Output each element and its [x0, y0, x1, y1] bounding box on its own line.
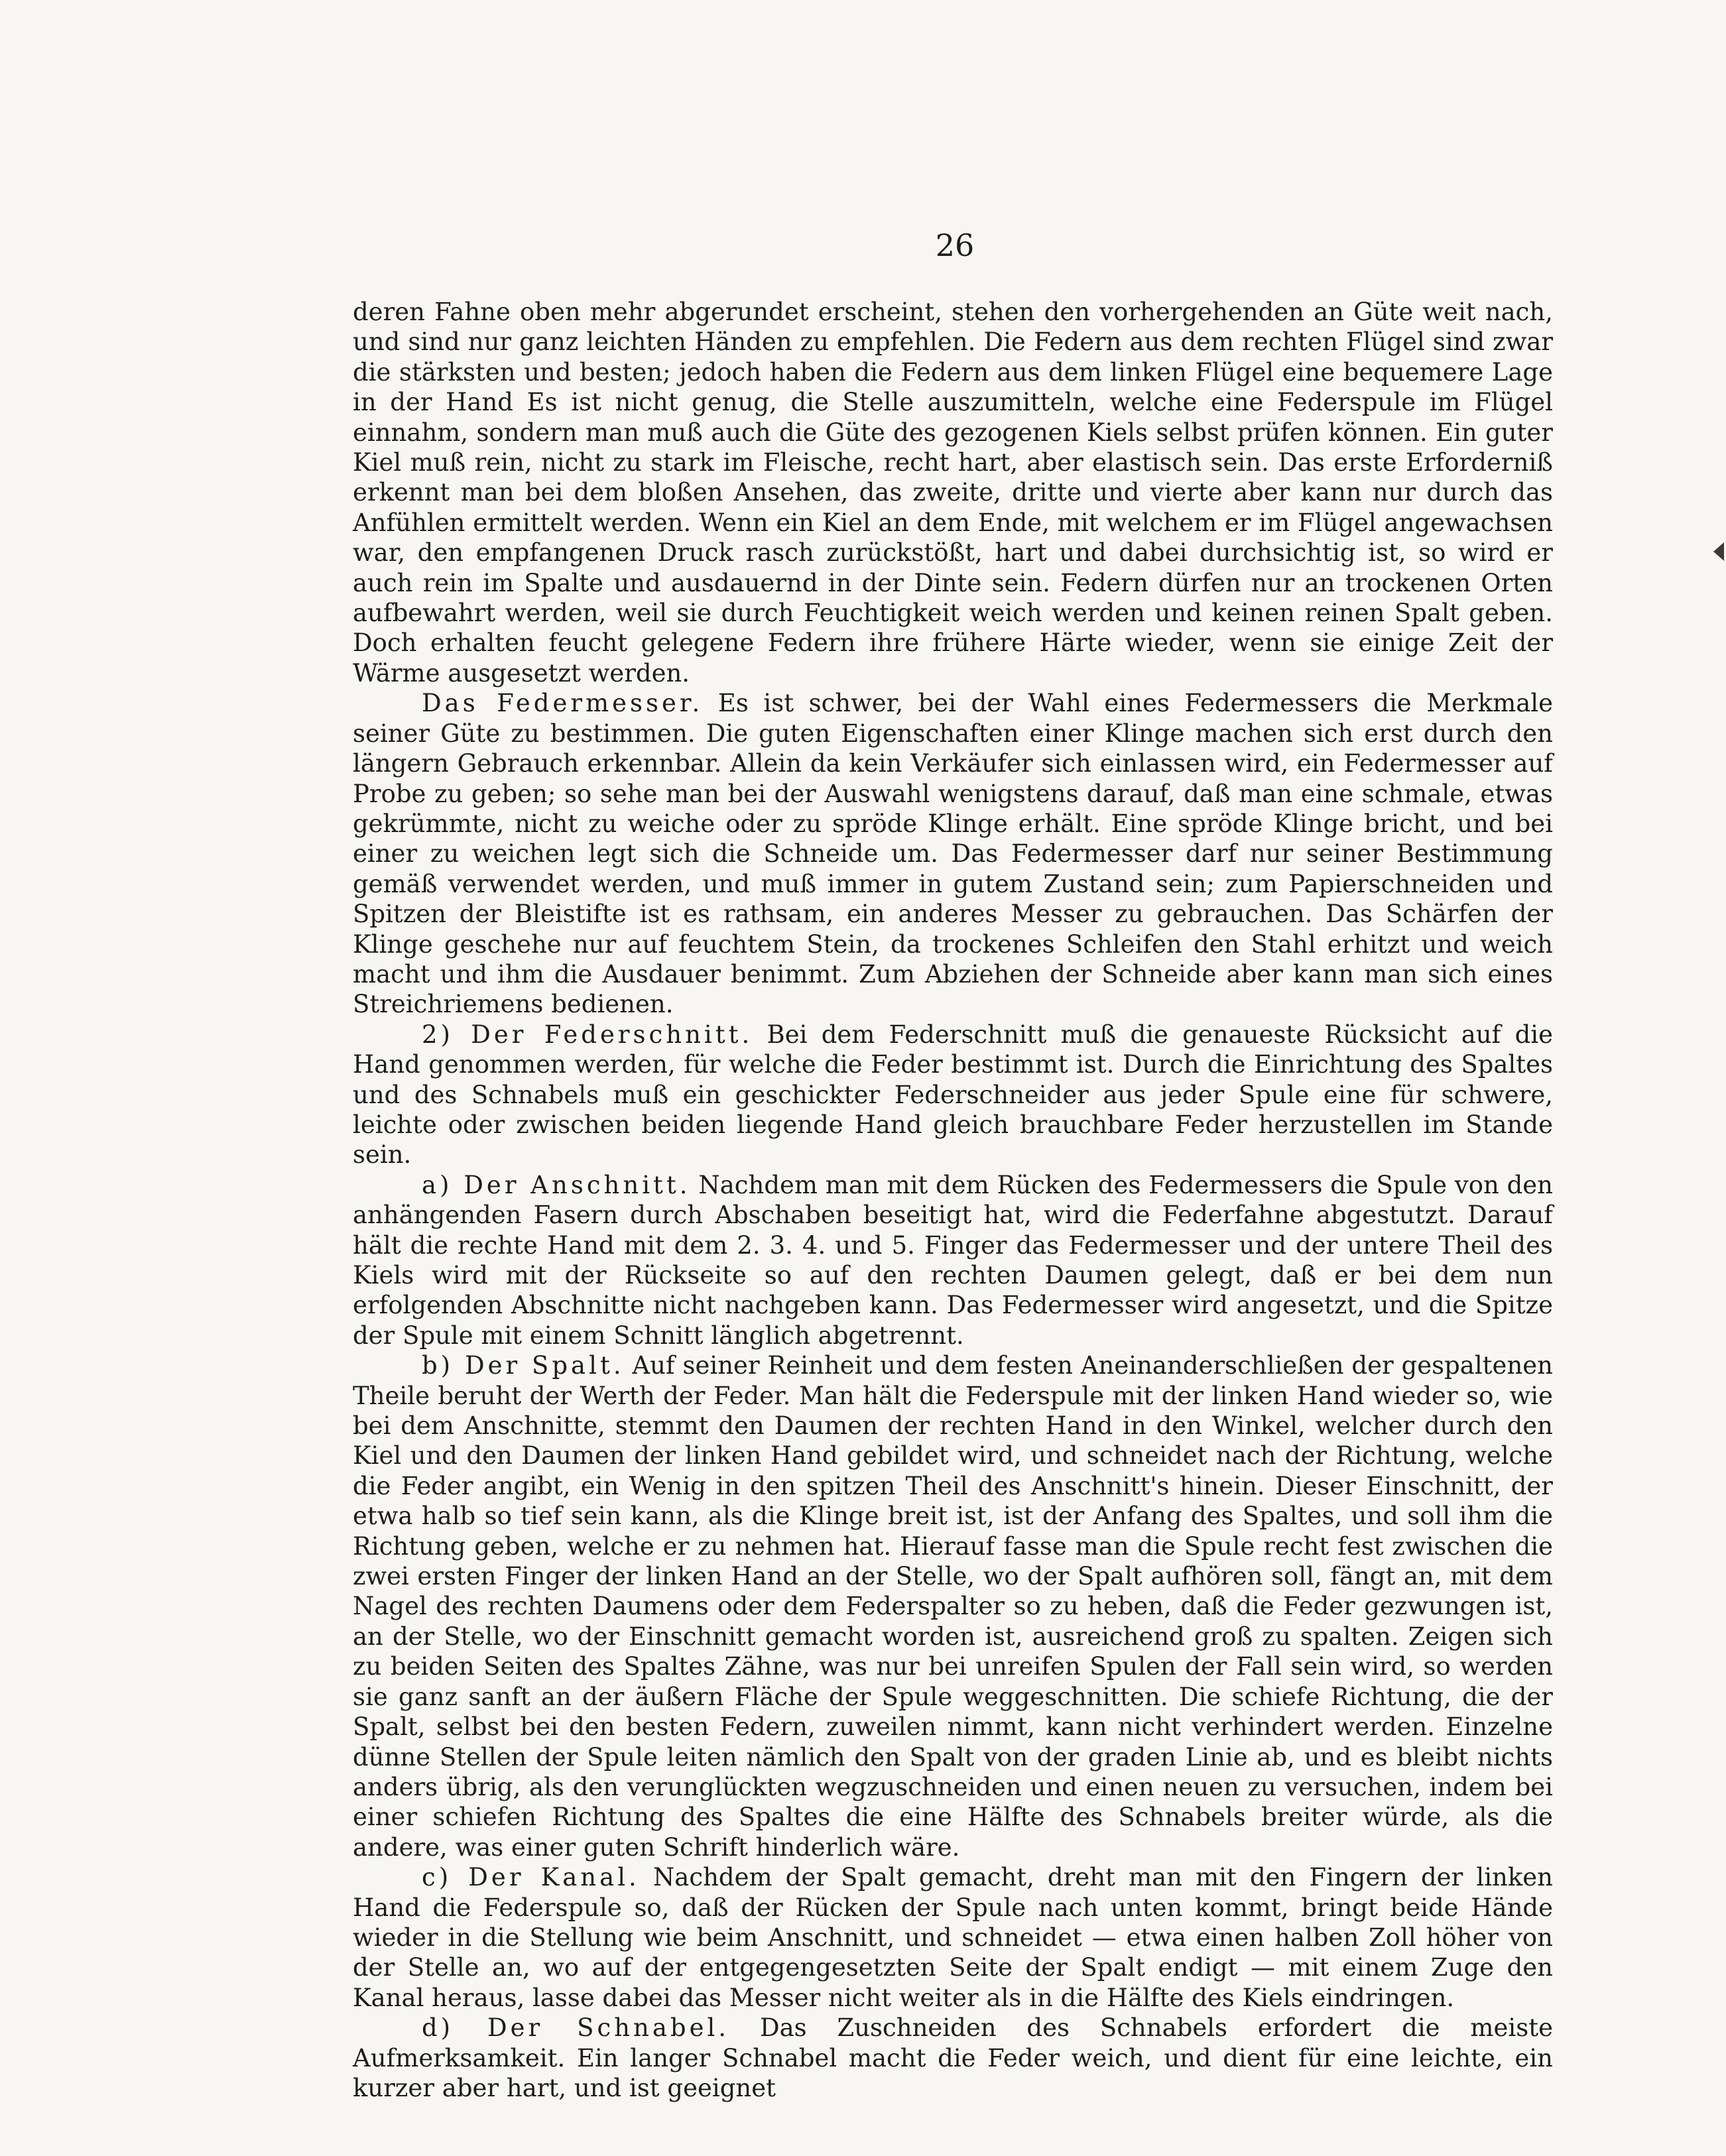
paragraph-text: Nachdem der Spalt gemacht, dreht man mit den Fingern der linken Hand die Federspule so, daß der Rücken der Spule nach unten kommt, bringt beide Hände wieder in die Stellung wie beim Anschnitt, und schneidet — etwa einen halben Zoll höher von der Stelle an, wo auf der entgegengesetzten Seite der Spalt endigt — mit einem Zuge den Kanal heraus, lasse dabei das Messer nicht weiter als in die Hälfte des Kiels eindringen. — [353, 1863, 1554, 2012]
paragraph-text: Auf seiner Reinheit und dem festen Aneinanderschließen der gespaltenen Theile beruht der Werth der Feder. Man hält die Federspule mit der linken Hand wieder so, wie bei dem Anschnitte, stemmt den Daumen der rechten Hand in den Winkel, welcher durch den Kiel und den Daumen der linken Hand gebildet wird, und schneidet nach der Richtung, welche die Feder angibt, ein Wenig in den spitzen Theil des Anschnitt's hinein. Dieser Einschnitt, der etwa halb so tief sein kann, als die Klinge breit ist, ist der Anfang des Spaltes, und soll ihm die Richtung geben, welche er zu nehmen hat. Hierauf fasse man die Spule recht fest zwischen die zwei ersten Finger der linken Hand an der Stelle, wo der Spalt aufhören soll, fängt an, mit dem Nagel des rechten Daumens oder dem Federspalter so zu heben, daß die Feder gezwungen ist, an der Stelle, wo der Einschnitt gemacht worden ist, ausreichend groß zu spalten. Zeigen sich zu beiden Seiten des Spaltes Zähne, was nur bei unreifen Spulen der Fall sein wird, so werden sie ganz sanft an der äußern Fläche der Spule weggeschnitten. Die schiefe Richtung, die der Spalt, selbst bei den besten Federn, zuweilen nimmt, kann nicht verhindert werden. Einzelne dünne Stellen der Spule leiten nämlich den Spalt von der graden Linie ab, und es bleibt nichts anders übrig, als den verunglückten wegzuschneiden und einen neuen zu versuchen, indem bei einer schiefen Richtung des Spaltes die eine Hälfte des Schnabels breiter würde, als die andere, was einer guten Schrift hinderlich wäre. — [353, 1351, 1553, 1862]
section-heading: a) Der Anschnitt. — [422, 1170, 691, 1199]
section-heading: d) Der Schnabel. — [422, 2013, 730, 2043]
paragraph-federmesser — [353, 688, 1553, 1019]
section-heading: 2) Der Federschnitt. — [422, 1020, 753, 1049]
paragraph-text: Es ist schwer, bei der Wahl eines Federmessers die Merkmale seiner Güte zu bestimmen. Die guten Eigenschaften einer Klinge machen sich erst durch den längern Gebrauch erkennbar. Allein da kein Verkäufer sich einlassen wird, ein Federmesser auf Probe zu geben; so sehe man bei der Auswahl wenigstens darauf, daß man eine schmale, etwas gekrümmte, nicht zu weiche oder zu spröde Klinge erhält. Eine spröde Klinge bricht, und bei einer zu weichen legt sich die Schneide um. Das Federmesser darf nur seiner Bestimmung gemäß verwendet werden, und muß immer in gutem Zustand sein; zum Papierschneiden und Spitzen der Bleistifte ist es rathsam, ein anderes Messer zu gebrauchen. Das Schärfen der Klinge geschehe nur auf feuchtem Stein, da trockenes Schleifen den Stahl erhitzt und weich macht und ihm die Ausdauer benimmt. Zum Abziehen der Schneide aber kann man sich eines Streichriemens bedienen. — [353, 689, 1553, 1019]
paragraph-anschnitt — [353, 1170, 1553, 1350]
section-heading: b) Der Spalt. — [422, 1351, 625, 1380]
paragraph-feathers — [353, 297, 1553, 688]
section-heading: c) Der Kanal. — [422, 1863, 640, 1892]
page-number: 26 — [935, 227, 975, 263]
paragraph-federschnitt — [353, 1020, 1553, 1170]
paragraph-text: deren Fahne oben mehr abgerundet erscheint, stehen den vorhergehenden an Güte weit nach, und sind nur ganz leichten Händen zu empfehlen. Die Federn aus dem rechten Flügel sind zwar die stärksten und besten; jedoch haben die Federn aus dem linken Flügel eine bequemere Lage in der Hand Es ist nicht genug, die Stelle auszumitteln, welche eine Federspule im Flügel einnahm, sondern man muß auch die Güte des gezogenen Kiels selbst prüfen können. Ein guter Kiel muß rein, nicht zu stark im Fleische, recht hart, aber elastisch sein. Das erste Erforderniß erkennt man bei dem bloßen Ansehen, das zweite, dritte und vierte aber kann nur durch das Anfühlen ermittelt werden. Wenn ein Kiel an dem Ende, mit welchem er im Flügel angewachsen war, den empfangenen Druck rasch zurückstößt, hart und dabei durchsichtig ist, so wird er auch rein im Spalte und ausdauernd in der Dinte sein. Federn dürfen nur an trockenen Orten aufbewahrt werden, weil sie durch Feuchtigkeit weich werden und keinen reinen Spalt geben. Doch erhalten feucht gelegene Federn ihre frühere Härte wieder, wenn sie einige Zeit der Wärme ausgesetzt werden. — [353, 298, 1553, 688]
body-text — [353, 297, 1553, 2103]
paragraph-kanal — [353, 1862, 1553, 2013]
paragraph-spalt — [353, 1350, 1553, 1862]
paragraph-text: Das Zuschneiden des Schnabels erfordert die meiste Aufmerksamkeit. Ein langer Schnabel macht die Feder weich, und dient für eine leichte, ein kurzer aber hart, und ist geeignet — [353, 2013, 1554, 2102]
paragraph-schnabel — [353, 2013, 1553, 2103]
section-heading: Das Federmesser. — [422, 689, 704, 718]
paragraph-text: Bei dem Federschnitt muß die genaueste Rücksicht auf die Hand genommen werden, für welche die Feder bestimmt ist. Durch die Einrichtung des Spaltes und des Schnabels muß ein geschickter Federschneider aus jeder Spule eine für schwere, leichte oder zwischen beiden liegende Hand gleich brauchbare Feder herzustellen im Stande sein. — [353, 1020, 1554, 1169]
page-edge-mark — [1713, 542, 1724, 561]
paragraph-text: Nachdem man mit dem Rücken des Federmessers die Spule von den anhängenden Fasern durch Abschaben beseitigt hat, wird die Federfahne abgestutzt. Darauf hält die rechte Hand mit dem 2. 3. 4. und 5. Finger das Federmesser und der untere Theil des Kiels wird mit der Rückseite so auf den rechten Daumen gelegt, daß er bei dem nun erfolgenden Abschnitte nicht nachgeben kann. Das Federmesser wird angesetzt, und die Spitze der Spule mit einem Schnitt länglich abgetrennt. — [353, 1170, 1553, 1350]
